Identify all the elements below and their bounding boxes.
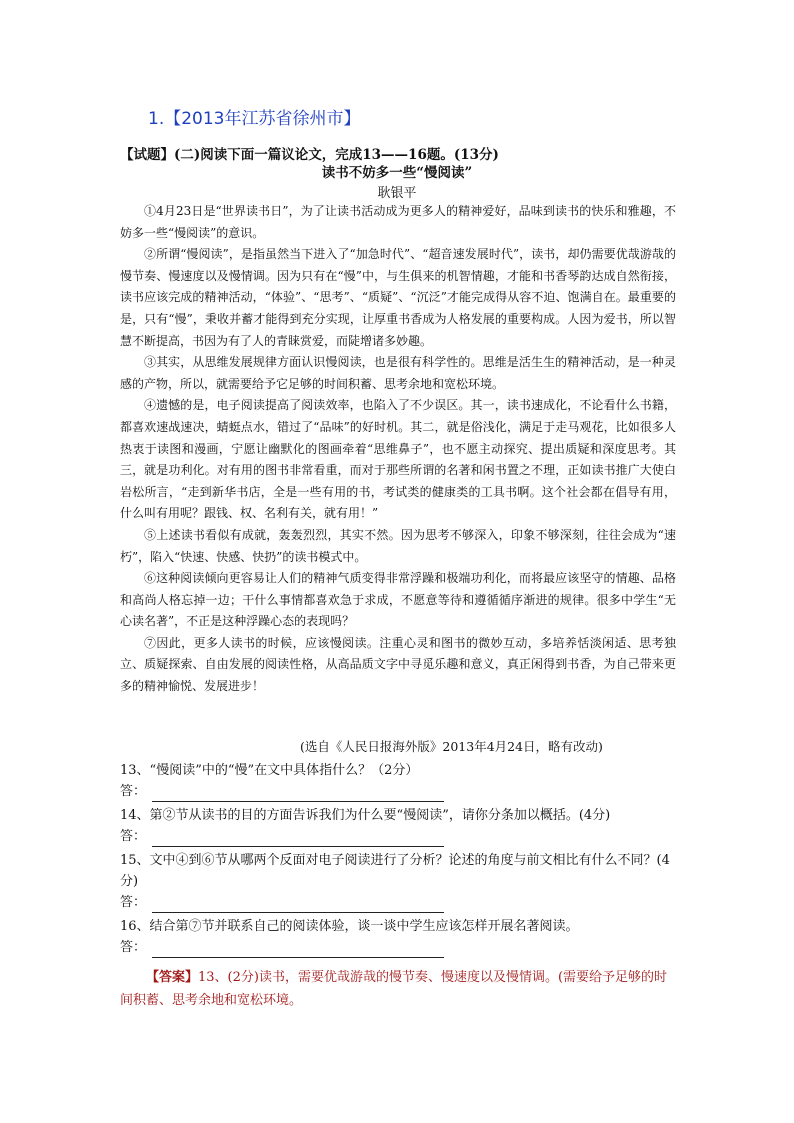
article-source: (选自《人民日报海外版》2013年4月24日，略有改动) xyxy=(300,739,603,754)
answer-line-15[interactable] xyxy=(120,892,680,913)
answer-line-13[interactable] xyxy=(120,781,680,802)
exam-intro: 【试题】(二)阅读下面一篇议论文，完成13——16题。(13分) xyxy=(120,147,499,163)
article-paragraph-6: ⑥这种阅读倾向更容易让人们的精神气质变得非常浮躁和极端功利化，而将最应该坚守的情趣、品格和高尚人格忘掉一边；干什么事情都喜欢急于求成，不愿意等待和遵循循序渐进的规律。很多中学生“无心读名著”，不正是这种浮躁心态的表现吗？ xyxy=(120,571,676,629)
article-paragraph-7: ⑦因此，更多人读书的时候，应该慢阅读。注重心灵和图书的微妙互动，多培养恬淡闲适、思考独立、质疑探索、自由发展的阅读性格，从高品质文字中寻觅乐趣和意义，真正闲得到书香，为自己带来更多的精神愉悦、发展进步！ xyxy=(120,635,676,694)
exam-heading: 1.【2013年江苏省徐州市】 xyxy=(148,109,361,129)
question-16: 16、结合第⑦节并联系自己的阅读体验，谈一谈中学生应该怎样开展名著阅读。 xyxy=(120,919,579,934)
answer-line-14[interactable] xyxy=(120,826,680,847)
answer-tag: 【答案】 xyxy=(146,970,199,985)
question-14: 14、第②节从读书的目的方面告诉我们为什么要“慢阅读”，请你分条加以概括。(4分) xyxy=(120,808,611,823)
answer-label: 答： xyxy=(120,940,147,955)
answer-text: 13、(2分)读书，需要优哉游哉的慢节奏、慢速度以及慢情调。(需要给予足够的时间积蓄、思考余地和宽松环境。 xyxy=(120,970,668,1008)
answer-line-16[interactable] xyxy=(120,937,680,958)
article-paragraph-2: ②所谓“慢阅读”，是指虽然当下进入了“加急时代”、“超音速发展时代”，读书，却仍需要优哉游哉的慢节奏、慢速度以及慢情调。因为只有在“慢”中，与生俱来的机智情趣，才能和书香琴韵达成自然衔接，读书应该完成的精神活动，“体验”、“思考”、“质疑”、“沉泛”才能完成得从容不迫、饱满自在。最重要的是，只有“慢”，秉收并蓄才能得到充分实现，让厚重书香成为人格发展的重要构成。人因为爱书，所以智慧不断提高，书因为有了人的青睐赏爱，而陡增诸多妙趣。 xyxy=(120,247,676,348)
answer-blank[interactable] xyxy=(152,898,444,913)
question-13: 13、“慢阅读”中的“慢”在文中具体指什么？（2分） xyxy=(120,763,419,778)
answer-label: 答： xyxy=(120,784,147,799)
article-title: 读书不妨多一些“慢阅读” xyxy=(321,165,473,181)
article-paragraph-3: ③其实，从思维发展规律方面认识慢阅读，也是很有科学性的。思维是活生生的精神活动，是一种灵感的产物，所以，就需要给予它足够的时间积蓄、思考余地和宽松环境。 xyxy=(120,355,676,391)
article-paragraph-4: ④遗憾的是，电子阅读提高了阅读效率，也陷入了不少误区。其一，读书速成化，不论看什么书籍，都喜欢速战速决，蜻蜓点水，错过了“品味”的好时机。其二，就是俗浅化，满足于走马观花，比如很多人热衷于读图和漫画，宁愿让幽默化的图画牵着“思维鼻子”，也不愿主动探究、提出质疑和深度思考。其三，就是功利化。对有用的图书非常看重，而对于那些所谓的名著和闲书置之不理，正如读书推广大使白岩松所言，“走到新华书店，全是一些有用的书，考试类的健康类的工具书啊。这个社会都在倡导有用，什么叫有用呢？跟钱、权、名利有关，就有用！” xyxy=(120,398,676,521)
article-author: 耿银平 xyxy=(377,186,417,201)
question-15: 15、文中④到⑥节从哪两个反面对电子阅读进行了分析？论述的角度与前文相比有什么不同？(4分) xyxy=(120,853,670,889)
article-body xyxy=(120,201,676,698)
article-paragraph-5: ⑤上述读书看似有成就，轰轰烈烈，其实不然。因为思考不够深入，印象不够深刻，往往会成为“速朽”，陷入“快速、快感、快扔”的读书模式中。 xyxy=(120,527,676,564)
answer-blank[interactable] xyxy=(152,787,444,802)
answer-blank[interactable] xyxy=(152,832,444,847)
answer-label: 答： xyxy=(120,829,147,844)
article-paragraph-1: ①4月23日是“世界读书日”，为了让读书活动成为更多人的精神爱好，品味到读书的快乐和雅趣，不妨多一些“慢阅读”的意识。 xyxy=(120,204,676,240)
question-list xyxy=(120,760,680,961)
answer-key xyxy=(120,966,680,1012)
answer-blank[interactable] xyxy=(152,943,444,958)
answer-label: 答： xyxy=(120,895,147,910)
